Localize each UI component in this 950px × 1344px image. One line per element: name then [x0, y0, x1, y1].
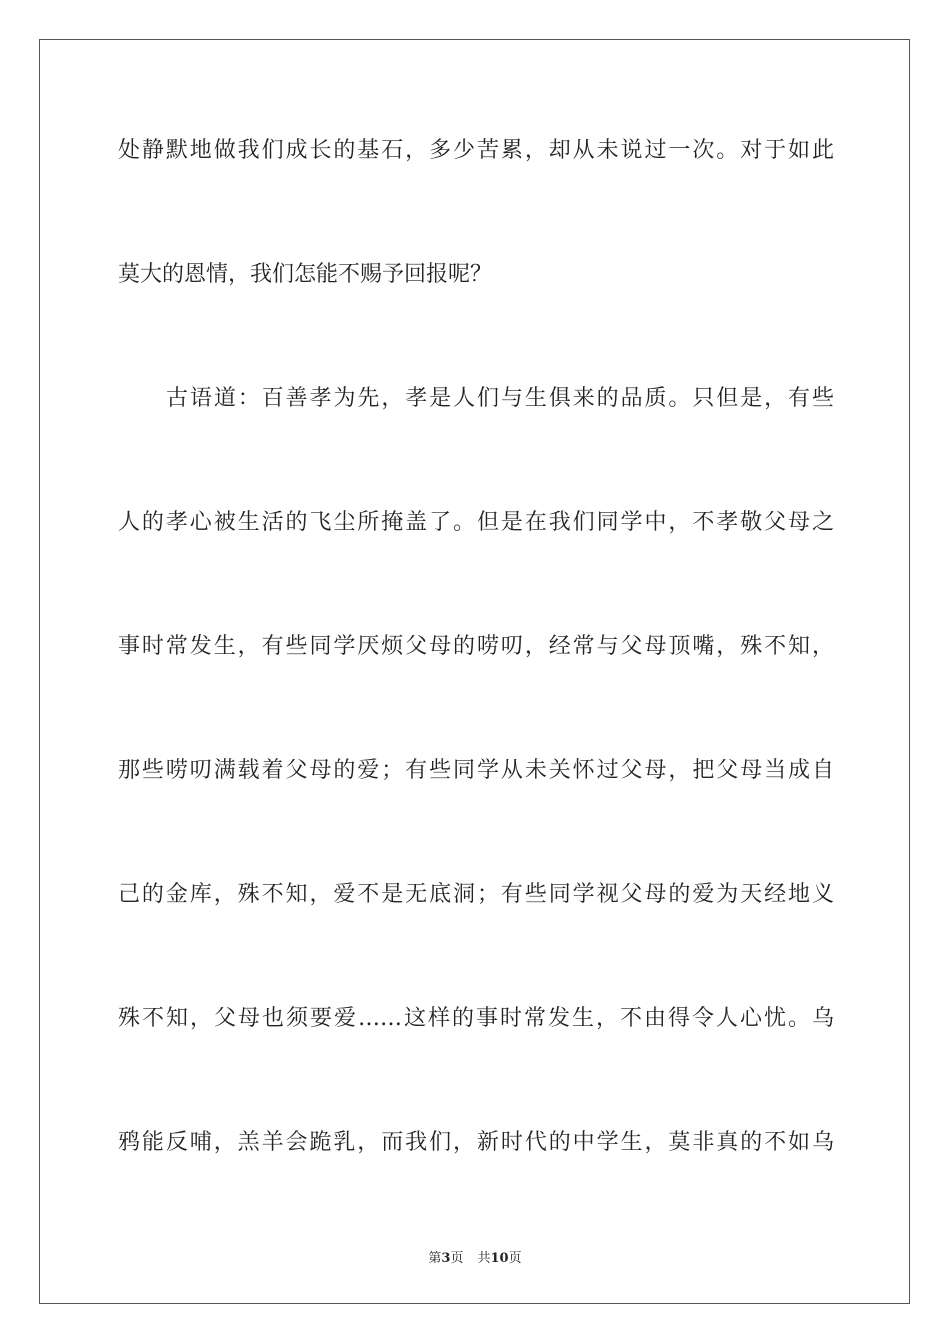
- paragraph-line-5: 事时常发生，有些同学厌烦父母的唠叨，经常与父母顶嘴，殊不知，: [118, 634, 834, 659]
- paragraph-line-1: 处静默地做我们成长的基石，多少苦累，却从未说过一次。对于如此: [118, 138, 834, 163]
- paragraph-line-2: 莫大的恩情，我们怎能不赐予回报呢？: [118, 262, 493, 287]
- paragraph-line-6: 那些唠叨满载着父母的爱；有些同学从未关怀过父母，把父母当成自: [118, 758, 834, 783]
- total-pages: 10: [490, 1251, 509, 1266]
- total-suffix: 页: [508, 1251, 522, 1266]
- page-footer: [0, 1247, 950, 1266]
- paragraph-line-3: 古语道：百善孝为先，孝是人们与生俱来的品质。只但是，有些: [166, 386, 834, 411]
- paragraph-line-7: 己的金库，殊不知，爱不是无底洞；有些同学视父母的爱为天经地义: [118, 882, 834, 907]
- paragraph-line-9: 鸦能反哺，羔羊会跪乳，而我们，新时代的中学生，莫非真的不如乌: [118, 1130, 834, 1155]
- page-prefix: 第: [428, 1251, 442, 1266]
- total-prefix: 共: [477, 1251, 491, 1266]
- paragraph-line-4: 人的孝心被生活的飞尘所掩盖了。但是在我们同学中，不孝敬父母之: [118, 510, 834, 535]
- page-number: 3: [441, 1251, 451, 1266]
- page-suffix: 页: [450, 1251, 464, 1266]
- page-border: [39, 39, 910, 1304]
- paragraph-line-8: 殊不知，父母也须要爱……这样的事时常发生，不由得令人心忧。乌: [118, 1006, 834, 1031]
